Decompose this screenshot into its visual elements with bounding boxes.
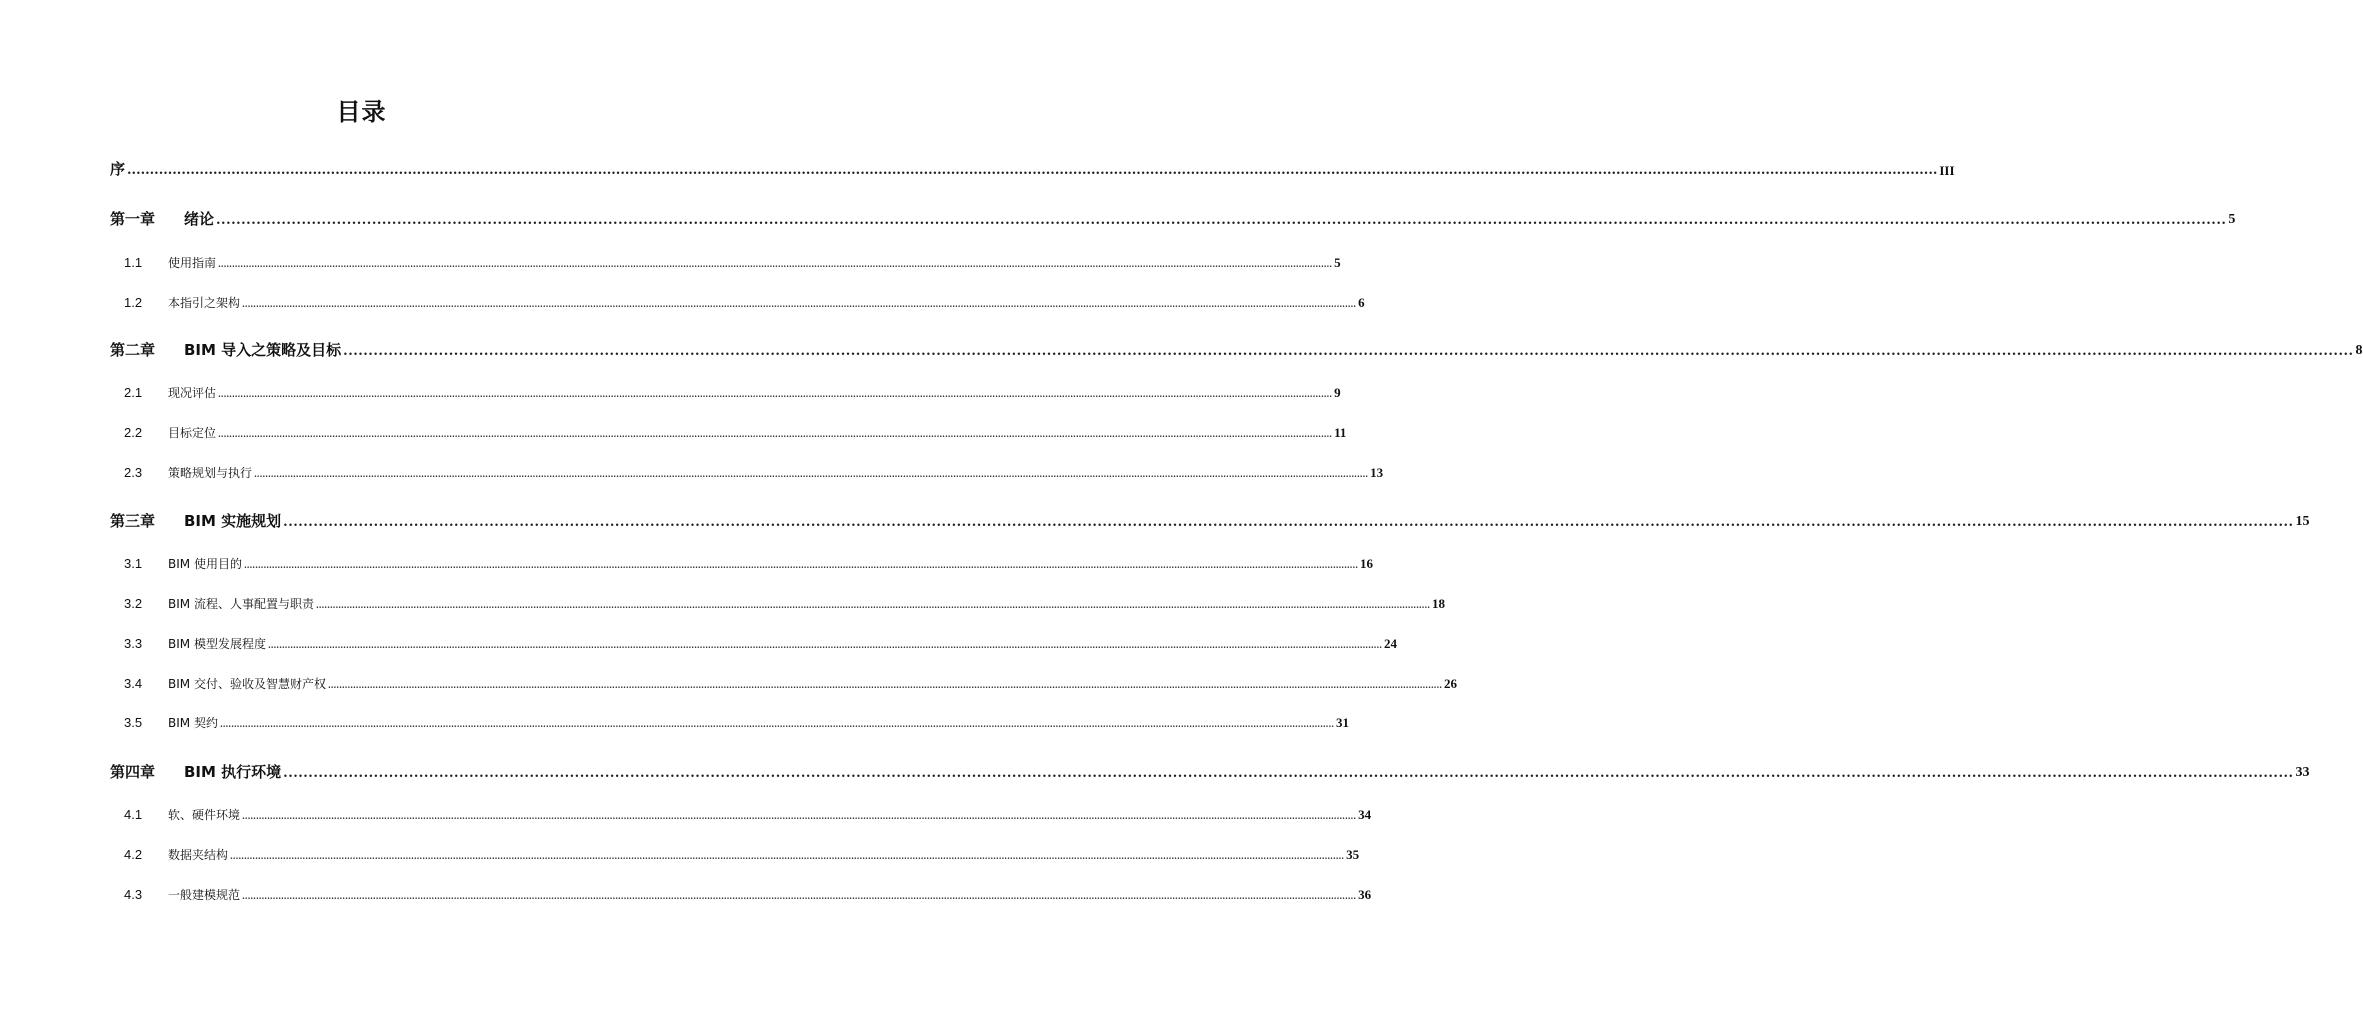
toc-entry-section-4-1[interactable] bbox=[124, 807, 1372, 822]
toc-page-number: 9 bbox=[1334, 385, 1341, 400]
toc-page-number: 5 bbox=[1334, 255, 1341, 270]
dot-leader: ................................................................................................................................................................................................................................................................................................................................................................................................................ bbox=[243, 560, 1359, 570]
toc-entry-preface[interactable] bbox=[110, 160, 1955, 178]
toc-entry-title: BIM 执行环境 bbox=[184, 763, 282, 781]
dot-leader: ................................................................................................................................................................................................................................................................................................................................................................................................................ bbox=[218, 259, 1333, 269]
toc-entry-title: 一般建模规范 bbox=[168, 888, 241, 902]
toc-entry-section-2-1[interactable] bbox=[124, 385, 1341, 400]
toc-entry-section-3-2[interactable] bbox=[124, 596, 1446, 611]
dot-leader: ................................................................................................................................................................................................................................................................................................................................................................................................................ bbox=[254, 469, 1369, 479]
toc-page-number: III bbox=[1939, 163, 1955, 178]
toc-page-number: 13 bbox=[1370, 465, 1384, 480]
section-number: 2.3 bbox=[124, 465, 143, 480]
chapter-label: 第一章 bbox=[110, 210, 156, 228]
toc-entry-title: 数据夹结构 bbox=[168, 848, 229, 862]
toc-entry-title: 绪论 bbox=[184, 210, 215, 228]
dot-leader: ................................................................................................................................................................................................................................................................................................................................................................................................................ bbox=[315, 600, 1431, 610]
toc-entry-title: 现况评估 bbox=[168, 386, 217, 400]
toc-entry-section-3-1[interactable] bbox=[124, 556, 1374, 571]
dot-leader: ................................................................................................................................................................................................................................................................................................................................................................................................................ bbox=[283, 766, 2294, 781]
toc-entry-title: 软、硬件环境 bbox=[168, 808, 241, 822]
dot-leader: ................................................................................................................................................................................................................................................................................................................................................................................................................ bbox=[218, 429, 1333, 439]
toc-page-number: 15 bbox=[2295, 514, 2310, 529]
dot-leader: ................................................................................................................................................................................................................................................................................................................................................................................................................ bbox=[242, 891, 1357, 901]
toc-page-number: 5 bbox=[2228, 212, 2236, 227]
toc-entry-title: BIM 契约 bbox=[168, 716, 218, 730]
section-number: 3.2 bbox=[124, 596, 143, 611]
toc-entry-section-1-2[interactable] bbox=[124, 295, 1365, 310]
toc-page-number: 36 bbox=[1358, 887, 1372, 902]
dot-leader: ................................................................................................................................................................................................................................................................................................................................................................................................................ bbox=[230, 851, 1345, 861]
chapter-label: 第二章 bbox=[110, 341, 156, 359]
section-number: 4.3 bbox=[124, 887, 143, 902]
dot-leader: ................................................................................................................................................................................................................................................................................................................................................................................................................ bbox=[242, 299, 1357, 309]
toc-entry-title: BIM 流程、人事配置与职责 bbox=[168, 597, 314, 611]
dot-leader: ................................................................................................................................................................................................................................................................................................................................................................................................................ bbox=[242, 811, 1357, 821]
toc-entry-title: 序 bbox=[110, 160, 126, 178]
dot-leader: ................................................................................................................................................................................................................................................................................................................................................................................................................ bbox=[267, 640, 1383, 650]
section-number: 2.2 bbox=[124, 425, 143, 440]
section-number: 3.1 bbox=[124, 556, 143, 571]
dot-leader: ................................................................................................................................................................................................................................................................................................................................................................................................................ bbox=[127, 163, 1938, 178]
toc-page-number: 18 bbox=[1432, 596, 1446, 611]
toc-entry-title: BIM 模型发展程度 bbox=[168, 637, 266, 651]
toc-page-number: 33 bbox=[2295, 765, 2310, 780]
toc-page-number: 26 bbox=[1444, 676, 1458, 691]
toc-entry-section-4-2[interactable] bbox=[124, 847, 1360, 862]
toc-page-number: 11 bbox=[1334, 425, 1347, 440]
toc-entry-title: BIM 交付、验收及智慧财产权 bbox=[168, 677, 326, 691]
section-number: 4.2 bbox=[124, 847, 143, 862]
toc-entry-chapter-3[interactable] bbox=[110, 512, 2310, 530]
toc-entry-title: 策略规划与执行 bbox=[168, 466, 253, 480]
toc-entry-section-4-3[interactable] bbox=[124, 887, 1372, 902]
toc-entry-section-3-4[interactable] bbox=[124, 676, 1458, 691]
dot-leader: ................................................................................................................................................................................................................................................................................................................................................................................................................ bbox=[327, 680, 1443, 690]
dot-leader: ................................................................................................................................................................................................................................................................................................................................................................................................................ bbox=[283, 515, 2294, 530]
section-number: 2.1 bbox=[124, 385, 143, 400]
toc-page-number: 16 bbox=[1360, 556, 1374, 571]
toc-entry-chapter-2[interactable] bbox=[110, 341, 2363, 359]
toc-entry-section-3-5[interactable] bbox=[124, 715, 1350, 730]
toc-entry-section-2-2[interactable] bbox=[124, 425, 1347, 440]
dot-leader: ................................................................................................................................................................................................................................................................................................................................................................................................................ bbox=[216, 213, 2227, 228]
toc-entry-chapter-1[interactable] bbox=[110, 210, 2236, 228]
chapter-label: 第三章 bbox=[110, 512, 156, 530]
toc-entry-title: BIM 导入之策略及目标 bbox=[184, 341, 342, 359]
toc-entry-title: BIM 使用目的 bbox=[168, 557, 242, 571]
toc-page-number: 35 bbox=[1346, 847, 1360, 862]
toc-entry-section-2-3[interactable] bbox=[124, 465, 1384, 480]
toc-page-number: 8 bbox=[2355, 343, 2363, 358]
section-number: 4.1 bbox=[124, 807, 143, 822]
toc-entry-title: 目标定位 bbox=[168, 426, 217, 440]
dot-leader: ................................................................................................................................................................................................................................................................................................................................................................................................................ bbox=[219, 719, 1335, 729]
section-number: 3.3 bbox=[124, 636, 143, 651]
toc-page-number: 34 bbox=[1358, 807, 1372, 822]
dot-leader: ................................................................................................................................................................................................................................................................................................................................................................................................................ bbox=[343, 344, 2354, 359]
dot-leader: ................................................................................................................................................................................................................................................................................................................................................................................................................ bbox=[218, 389, 1333, 399]
toc-entry-chapter-4[interactable] bbox=[110, 763, 2310, 781]
toc-entry-section-3-3[interactable] bbox=[124, 636, 1398, 651]
toc-entry-section-1-1[interactable] bbox=[124, 255, 1341, 270]
toc-entry-title: BIM 实施规划 bbox=[184, 512, 282, 530]
toc-page-number: 31 bbox=[1336, 715, 1350, 730]
section-number: 1.1 bbox=[124, 255, 143, 270]
section-number: 1.2 bbox=[124, 295, 143, 310]
toc-entry-title: 本指引之架构 bbox=[168, 296, 241, 310]
toc-title: 目录 bbox=[336, 98, 387, 126]
toc-entry-title: 使用指南 bbox=[168, 256, 217, 270]
toc-page-number: 24 bbox=[1384, 636, 1398, 651]
section-number: 3.5 bbox=[124, 715, 143, 730]
section-number: 3.4 bbox=[124, 676, 143, 691]
chapter-label: 第四章 bbox=[110, 763, 156, 781]
toc-page-number: 6 bbox=[1358, 295, 1365, 310]
